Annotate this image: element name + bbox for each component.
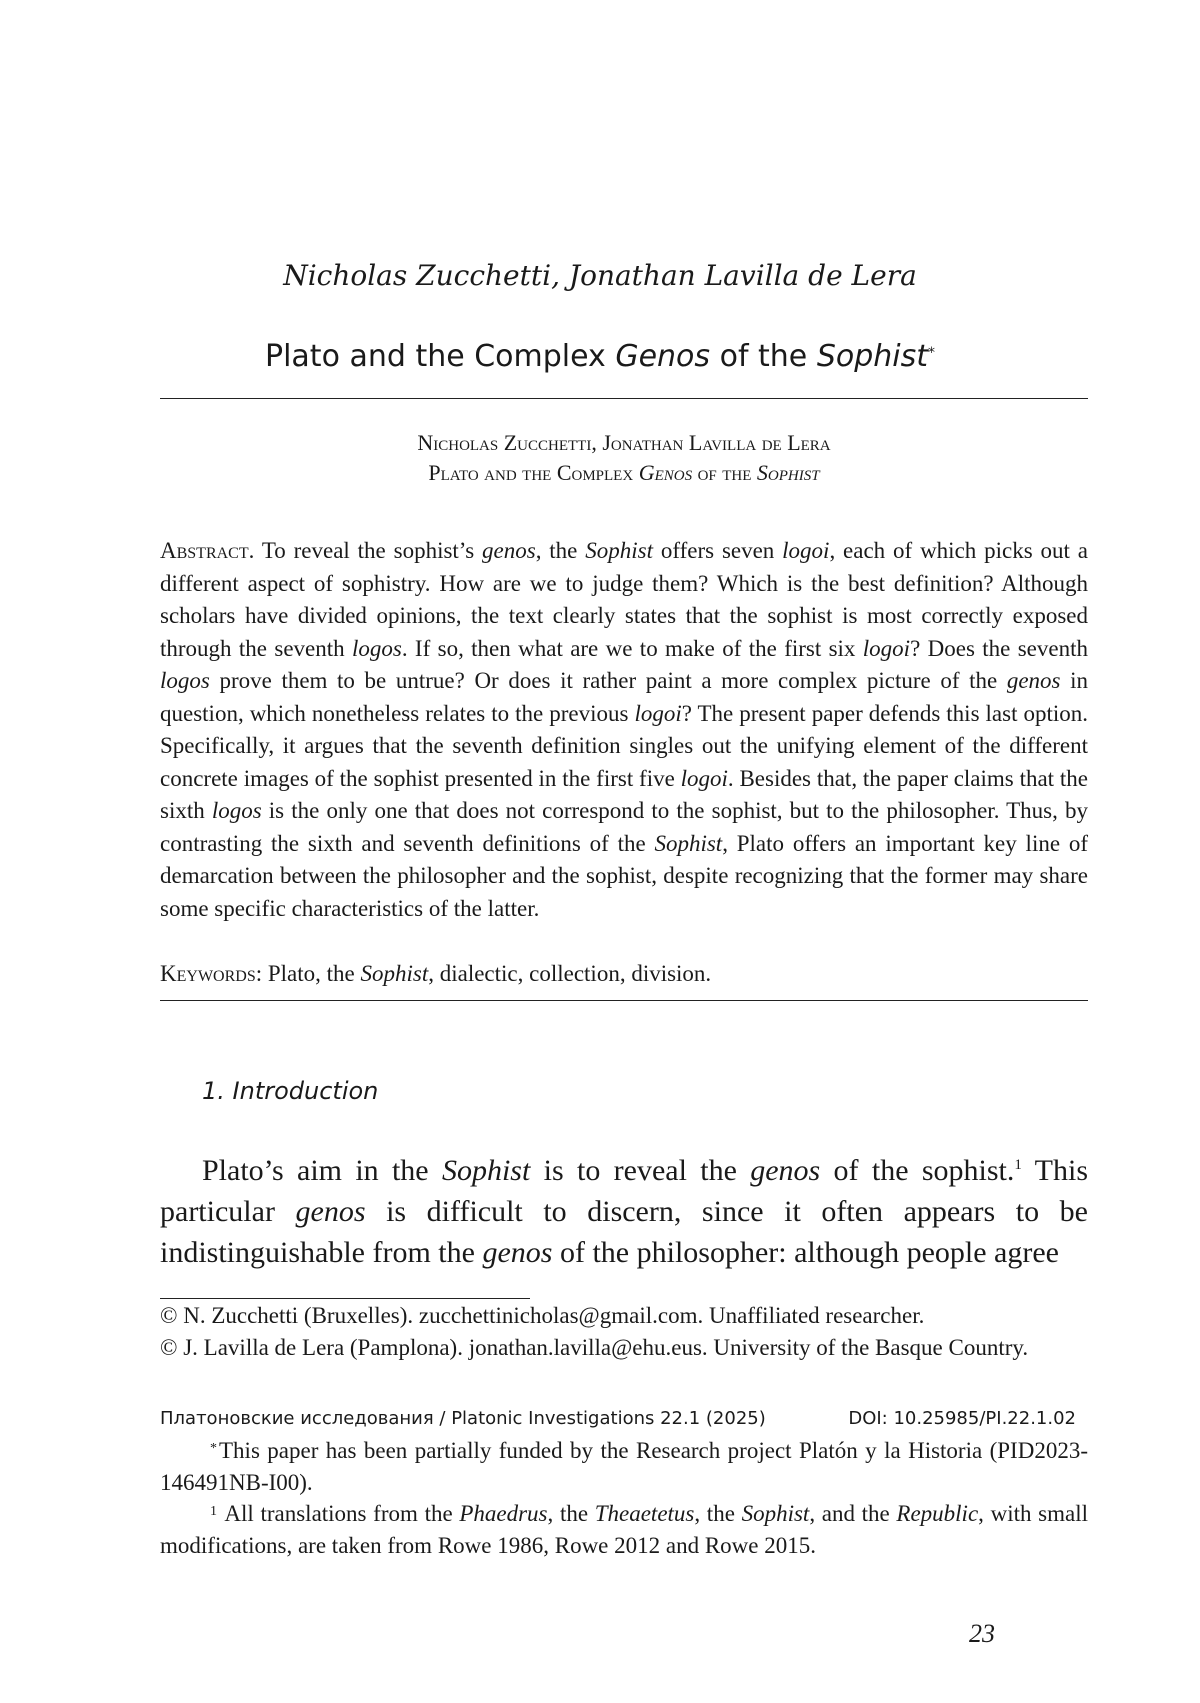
title-sophist: Sophist: [816, 339, 928, 374]
section-heading: 1. Introduction: [202, 1077, 379, 1105]
footnote-term: Theaetetus: [594, 1501, 695, 1526]
article-title: [0, 335, 1200, 379]
footnote-1: [160, 1498, 1088, 1562]
body-paragraph: [160, 1145, 1088, 1273]
abstract-term: genos: [1006, 668, 1061, 693]
abstract-title-sophist: Sophist: [756, 460, 820, 485]
abstract-label: Abstract.: [160, 538, 255, 563]
abstract-term: logos: [160, 668, 210, 693]
footnote-1-mark: 1: [210, 1504, 217, 1519]
footnote-segment: , and the: [809, 1501, 897, 1526]
page-number: 23: [969, 1619, 995, 1648]
abstract-title: [160, 457, 1088, 489]
footnote-star-mark: *: [210, 1441, 217, 1456]
keywords-label: Keywords:: [160, 961, 263, 986]
abstract-segment: , each of which picks out a different aspect of sophistry. How are we to judge them? Which is the best definition? Although scholars have divided opinions, the text clearly states that the sophist is most correctly exposed through the seventh: [160, 538, 1088, 661]
footnote-segment: , the: [547, 1501, 595, 1526]
title-footnote-mark[interactable]: *: [928, 345, 935, 361]
abstract-segment: To reveal the sophist’s: [254, 538, 483, 563]
abstract-term: logos: [211, 798, 262, 823]
footnote-star-text: This paper has been partially funded by the Research project Platón y la Historia (PID2023-146491NB-I00).: [160, 1438, 1088, 1495]
abstract-top-rule: [160, 398, 1088, 399]
footnote-term: Republic: [896, 1501, 979, 1526]
abstract-segment: in question, which nonetheless relates to the previous: [160, 668, 1089, 726]
abstract-term: Sophist: [585, 538, 653, 563]
journal-doi[interactable]: DOI: 10.25985/PI.22.1.02: [848, 1408, 1076, 1429]
abstract-segment: ? Does the seventh: [910, 635, 1088, 661]
title-genos: Genos: [615, 339, 711, 374]
footnote-segment: , with small modifications, are taken from Rowe 1986, Rowe 2012 and Rowe 2015.: [160, 1501, 1088, 1558]
footnote-star: [160, 1435, 1088, 1499]
abstract-term: logos: [351, 635, 402, 661]
abstract-text: [160, 535, 1088, 925]
keywords-term: Sophist: [360, 961, 429, 986]
body-segment: of the sophist.: [820, 1154, 1015, 1187]
footnote-segment: , the: [694, 1501, 742, 1526]
abstract-segment: . Besides that, the paper claims that the sixth: [160, 765, 1088, 823]
body-segment: This particular: [160, 1154, 1088, 1228]
abstract-bottom-rule: [160, 1000, 1088, 1001]
abstract-title-text: Plato and the Complex: [428, 460, 639, 485]
journal-name: Платоновские исследования / Platonic Investigations 22.1 (2025): [160, 1408, 766, 1429]
keywords-segment: Plato, the: [262, 961, 361, 986]
abstract-title-genos: Genos: [638, 460, 693, 485]
abstract-term: logoi: [862, 635, 911, 661]
body-segment: Plato’s aim in the: [202, 1154, 442, 1187]
abstract-title-mid: of the: [692, 460, 757, 485]
abstract-segment: . If so, then what are we to make of the first six: [401, 635, 863, 661]
abstract-segment: , Plato offers an important key line of demarcation between the philosopher and the sophist, despite recognizing that the former may share some specific characteristics of the latter.: [160, 830, 1088, 921]
abstract-segment: offers seven: [653, 538, 783, 563]
abstract-term: Sophist: [654, 830, 723, 856]
footnote-rule: [160, 1298, 530, 1299]
body-term: genos: [482, 1236, 553, 1269]
title-text-mid: of the: [710, 339, 817, 374]
abstract-segment: is the only one that does not correspond to the sophist, but to the philosopher. Thus, by contrasting the sixth and seventh definitions of the: [160, 798, 1088, 856]
footnote-segment: All translations from the: [219, 1501, 460, 1526]
body-segment: is difficult to discern, since it often appears to be indistinguishable from the: [160, 1195, 1088, 1269]
abstract-term: logoi: [634, 700, 682, 726]
body-term: Sophist: [441, 1154, 531, 1187]
abstract-term: logoi: [680, 765, 728, 791]
abstract-segment: ? The present paper defends this last option. Specifically, it argues that the seventh definition singles out the unifying element of the different concrete images of the sophist presented in the first five: [160, 700, 1088, 791]
footnote-term: Phaedrus: [459, 1501, 548, 1526]
abstract-authors: Nicholas Zucchetti, Jonathan Lavilla de Lera: [417, 430, 831, 455]
title-text: Plato and the Complex: [265, 339, 616, 374]
abstract-segment: , the: [535, 538, 586, 563]
abstract-term: genos: [482, 538, 536, 563]
abstract-term: logoi: [782, 538, 830, 563]
abstract-segment: prove them to be untrue? Or does it rather paint a more complex picture of the: [209, 668, 1007, 693]
body-term: genos: [295, 1195, 366, 1228]
article-authors: Nicholas Zucchetti, Jonathan Lavilla de Lera: [283, 259, 917, 292]
journal-info: [160, 1405, 1088, 1433]
affiliation-1: © N. Zucchetti (Bruxelles). zucchettinicholas@gmail.com. Unaffiliated researcher.: [160, 1303, 925, 1328]
keywords-segment: , dialectic, collection, division.: [428, 961, 712, 986]
body-segment: is to reveal the: [530, 1154, 751, 1187]
body-segment: of the philosopher: although people agree: [552, 1236, 1059, 1269]
affiliation-2: © J. Lavilla de Lera (Pamplona). jonathan.lavilla@ehu.eus. University of the Basque Country.: [160, 1335, 1029, 1360]
keywords: [160, 958, 1088, 990]
footnote-ref-1[interactable]: 1: [1014, 1157, 1022, 1173]
footnote-term: Sophist: [741, 1501, 810, 1526]
body-term: genos: [750, 1154, 821, 1187]
